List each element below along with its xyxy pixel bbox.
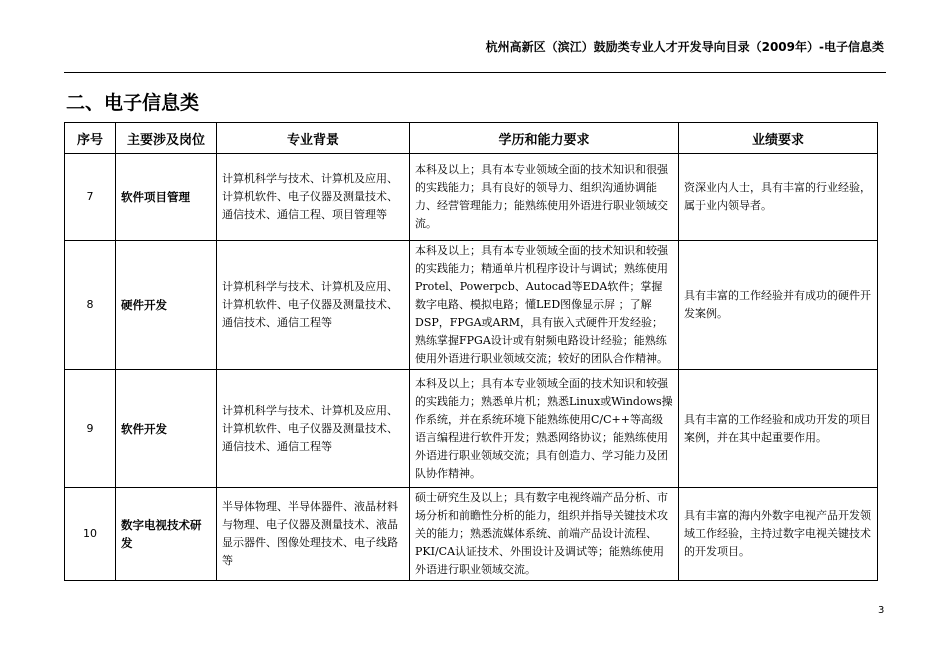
table-row: [65, 154, 878, 241]
row-background: 半导体物理、半导体器件、液晶材料与物理、电子仪器及测量技术、液晶显示器件、图像处理技术、电子线路等: [217, 488, 410, 581]
row-requirements: 本科及以上；具有本专业领域全面的技术知识和很强的实践能力；具有良好的领导力、组织沟通协调能力、经营管理能力；能熟练使用外语进行职业领域交流。: [410, 154, 679, 241]
row-position: 数字电视技术研发: [116, 488, 217, 581]
row-number: 7: [65, 154, 116, 241]
row-performance: 具有丰富的海内外数字电视产品开发领域工作经验，主持过数字电视关键技术的开发项目。: [679, 488, 878, 581]
section-title: 二、电子信息类: [66, 92, 200, 114]
page-number: 3: [878, 605, 885, 616]
row-number: 8: [65, 241, 116, 370]
table-row: [65, 241, 878, 370]
row-performance: 资深业内人士，具有丰富的行业经验，属于业内领导者。: [679, 154, 878, 241]
column-header-position: 主要涉及岗位: [116, 123, 217, 154]
column-header-performance: 业绩要求: [679, 123, 878, 154]
talent-catalog-table: [64, 122, 878, 581]
running-header: 杭州高新区（滨江）鼓励类专业人才开发导向目录（2009年）-电子信息类: [485, 40, 884, 54]
row-performance: 具有丰富的工作经验和成功开发的项目案例，并在其中起重要作用。: [679, 370, 878, 488]
column-header-no: 序号: [65, 123, 116, 154]
table-header-row: [65, 123, 878, 154]
row-background: 计算机科学与技术、计算机及应用、计算机软件、电子仪器及测量技术、通信技术、通信工程等: [217, 370, 410, 488]
row-requirements: 本科及以上；具有本专业领域全面的技术知识和较强的实践能力；熟悉单片机；熟悉Linux或Windows操作系统，并在系统环境下能熟练使用C/C++等高级语言编程进行软件开发；熟悉网络协议；能熟练使用外语进行职业领域交流；具有创造力、学习能力及团队协作精神。: [410, 370, 679, 488]
row-position: 软件开发: [116, 370, 217, 488]
table-row: [65, 488, 878, 581]
row-background: 计算机科学与技术、计算机及应用、计算机软件、电子仪器及测量技术、通信技术、通信工程等: [217, 241, 410, 370]
row-requirements: 硕士研究生及以上；具有数字电视终端产品分析、市场分析和前瞻性分析的能力，组织并指导关键技术攻关的能力；熟悉流媒体系统、前端产品设计流程、PKI/CA认证技术、外围设计及调试等；能熟练使用外语进行职业领域交流。: [410, 488, 679, 581]
row-number: 9: [65, 370, 116, 488]
header-rule: [64, 72, 886, 73]
column-header-background: 专业背景: [217, 123, 410, 154]
row-position: 软件项目管理: [116, 154, 217, 241]
row-performance: 具有丰富的工作经验并有成功的硬件开发案例。: [679, 241, 878, 370]
column-header-requirements: 学历和能力要求: [410, 123, 679, 154]
row-background: 计算机科学与技术、计算机及应用、计算机软件、电子仪器及测量技术、通信技术、通信工程、项目管理等: [217, 154, 410, 241]
row-position: 硬件开发: [116, 241, 217, 370]
table-row: [65, 370, 878, 488]
row-number: 10: [65, 488, 116, 581]
row-requirements: 本科及以上；具有本专业领域全面的技术知识和较强的实践能力；精通单片机程序设计与调试；熟练使用Protel、Powerpcb、Autocad等EDA软件；掌握数字电路、模拟电路；懂LED图像显示屏 ；了解DSP，FPGA或ARM，具有嵌入式硬件开发经验；熟练掌握FPGA设计或有射频电路设计经验；能熟练使用外语进行职业领域交流；较好的团队合作精神。: [410, 241, 679, 370]
